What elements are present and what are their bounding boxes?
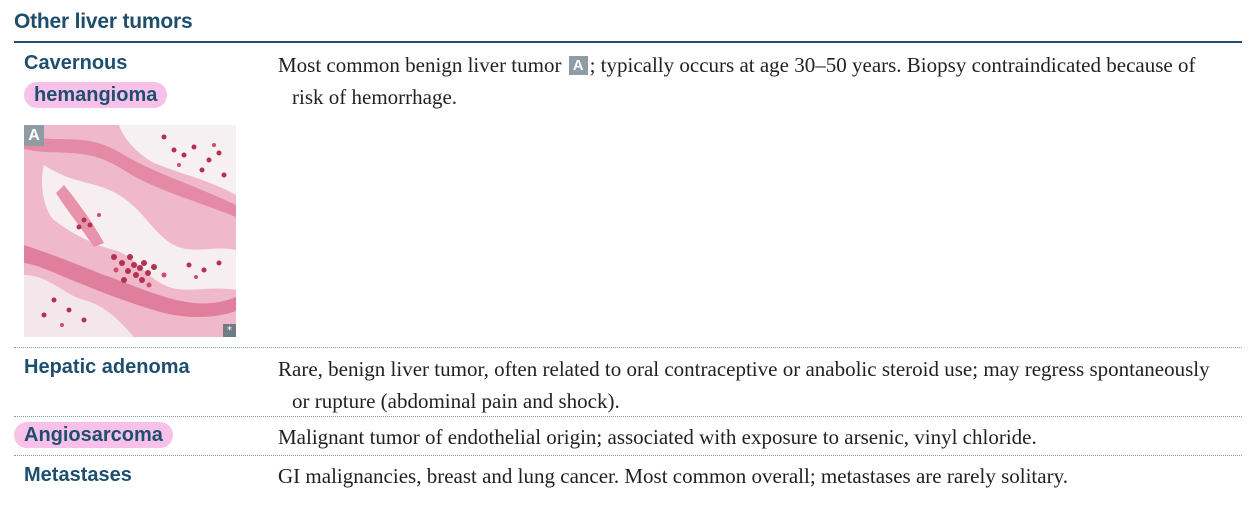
figure-star-icon: * [223,324,236,337]
section-title: Other liver tumors [14,10,193,33]
term-angiosarcoma [14,424,173,447]
term-metastases: Metastases [24,464,132,486]
term-hepatic-adenoma: Hepatic adenoma [24,356,190,378]
figure-label: A [24,125,44,146]
desc-text-before: Most common benign liver tumor [278,53,562,77]
row-divider [14,347,1242,348]
term-cavernous-line2 [24,84,167,107]
desc-hepatic-adenoma: Rare, benign liver tumor, often related to oral contraceptive or anabolic steroid use; may regress spontaneously or rupture (abdominal pain and shock). [278,357,1210,413]
term-highlight: hemangioma [24,82,167,108]
term-cavernous-line1: Cavernous [24,52,128,74]
row-divider [14,416,1242,417]
term-highlight: Angiosarcoma [14,422,173,448]
histology-image [24,125,236,337]
desc-metastases: GI malignancies, breast and lung cancer. Most common overall; metastases are rarely solitary. [278,464,1068,488]
histology-drawing [24,125,236,337]
figure-ref-badge: A [569,56,588,75]
row-divider [14,455,1242,456]
desc-cavernous-hemangioma [278,49,1232,113]
desc-angiosarcoma: Malignant tumor of endothelial origin; associated with exposure to arsenic, vinyl chloride. [278,425,1037,449]
section-top-rule [14,41,1242,43]
desc-text-after: ; typically occurs at age 30–50 years. Biopsy contraindicated because of risk of hemorrhage. [292,53,1196,109]
